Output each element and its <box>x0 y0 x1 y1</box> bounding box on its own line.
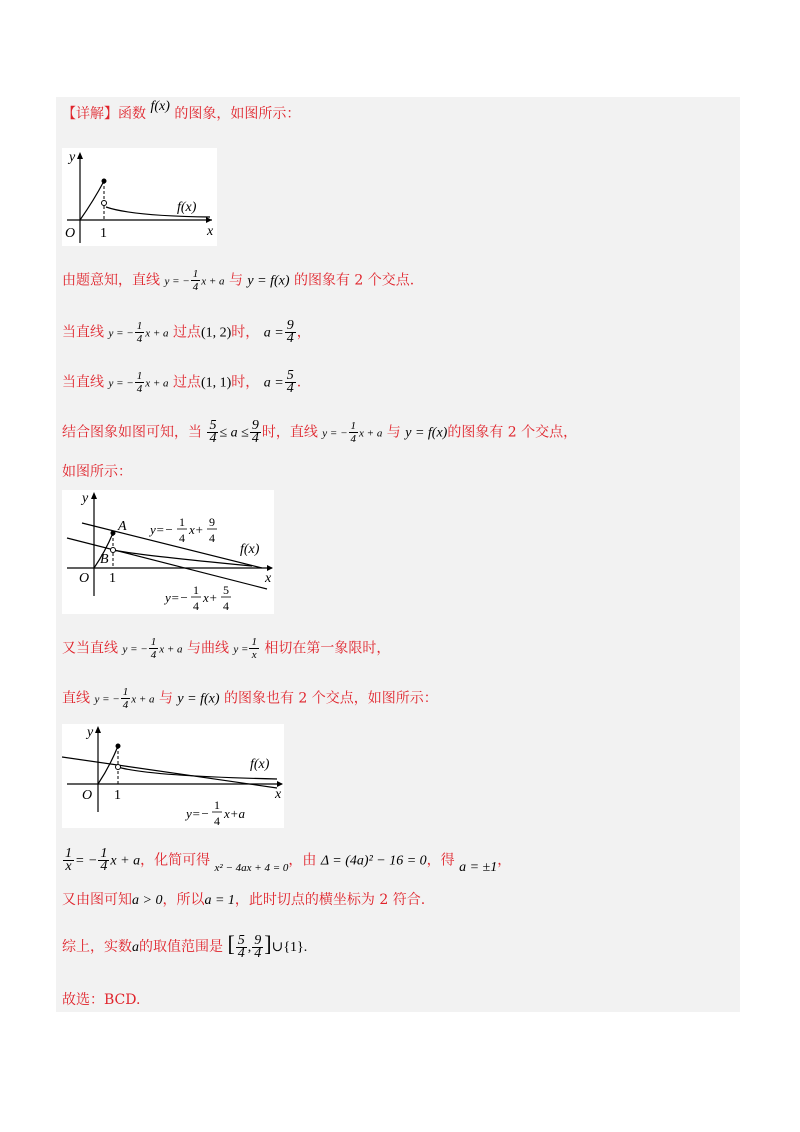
svg-text:4: 4 <box>223 599 229 613</box>
origin-label: O <box>79 571 90 586</box>
line-detail-intro: 【详解】函数 f(x) 的图象，如图所示： <box>62 99 301 122</box>
fx-label: f(x) <box>177 200 197 215</box>
line-point-1-1: 当直线 y = − $\frac{1}{4}$ x + a 过点(1, 1)时， a = $\frac{5}{4}$ . <box>62 368 302 396</box>
point-A <box>111 531 116 536</box>
x-label: x <box>275 787 282 802</box>
label-B: B <box>100 552 109 567</box>
svg-text:9: 9 <box>209 515 215 529</box>
line-also-two-points: 直线 y = − $\frac{1}{4}$ x + a 与 y = f(x) 的图象也有 2 个交点，如图所示： <box>62 686 438 711</box>
line-a-9-4-label-lead: y=− <box>150 522 174 537</box>
svg-text:4: 4 <box>214 814 220 828</box>
detail-label: 【详解】 <box>62 106 118 122</box>
tick-1-label: 1 <box>100 226 107 241</box>
line-a-5-4-label-lead: y=− <box>165 590 189 605</box>
line-final-range: 综上，实数a的取值范围是 [ $\frac{5}{4}$ , $\frac{9}{4}$ ]∪{1}. <box>62 931 308 961</box>
origin-label: O <box>65 226 76 241</box>
tangent-label-lead: y=− <box>186 806 210 821</box>
line-condition: 由题意知，直线 y = − $\frac{1}{4}$ x + a 与 y = f(x) 的图象有 2 个交点. <box>62 268 415 293</box>
open-point <box>116 765 121 770</box>
svg-text:1: 1 <box>179 515 185 529</box>
fx-label: f(x) <box>240 542 260 557</box>
curve-right-branch <box>113 550 252 566</box>
tangent-line <box>62 757 277 788</box>
y-label: y <box>82 491 89 506</box>
svg-text:x+: x+ <box>203 590 218 605</box>
svg-text:4: 4 <box>193 599 199 613</box>
solid-point <box>102 179 107 184</box>
origin-label: O <box>82 788 93 803</box>
tick-1-label: 1 <box>109 571 116 586</box>
svg-text:1: 1 <box>193 583 199 597</box>
open-point <box>102 201 107 206</box>
line-tangent-case: 又当直线 y = − $\frac{1}{4}$ x + a 与曲线 y = $\frac{1}{x}$ 相切在第一象限时， <box>62 636 391 661</box>
y-label: y <box>87 725 94 740</box>
label-A: A <box>118 519 127 534</box>
tick-1-label: 1 <box>114 788 121 803</box>
point-B <box>111 548 116 553</box>
svg-text:x+: x+ <box>189 522 204 537</box>
fx-label: f(x) <box>250 757 270 772</box>
line-a-equals-1: 又由图可知a > 0，所以a = 1，此时切点的横坐标为 2 符合. <box>62 892 426 908</box>
curve-left-branch <box>80 181 104 220</box>
x-label: x <box>265 571 272 586</box>
svg-text:4: 4 <box>209 531 215 545</box>
svg-text:1: 1 <box>214 798 220 812</box>
x-label: x <box>207 224 214 239</box>
solid-point <box>116 744 121 749</box>
svg-text:x+a: x+a <box>224 806 246 821</box>
svg-text:4: 4 <box>179 531 185 545</box>
line-point-1-2: 当直线 y = − $\frac{1}{4}$ x + a 过点(1, 2)时， a = $\frac{9}{4}$ ， <box>62 318 311 346</box>
y-label: y <box>69 150 76 165</box>
figure-two-lines <box>62 490 274 614</box>
line-solve-equation: $\frac{1}{x}$ = − $\frac{1}{4}$ x + a，化简可得 $_{x^2 - 4ax + 4 = 0}$，由 Δ = (4a)² − 16 = 0，得 a = ±1， <box>65 846 512 875</box>
figure-tangent <box>62 724 284 828</box>
svg-text:5: 5 <box>223 583 229 597</box>
figure-fx-graph <box>62 148 217 246</box>
line-answer: 故选：BCD. <box>62 992 141 1008</box>
line-range-conclusion: 结合图象如图可知，当 $\frac{5}{4}$ ≤ a ≤ $\frac{9}{4}$ 时，直线 y = − $\frac{1}{4}$ x + a 与 y = f(x)的图象有 2 个交点， <box>62 418 578 446</box>
line-as-shown-1: 如图所示： <box>62 464 132 480</box>
